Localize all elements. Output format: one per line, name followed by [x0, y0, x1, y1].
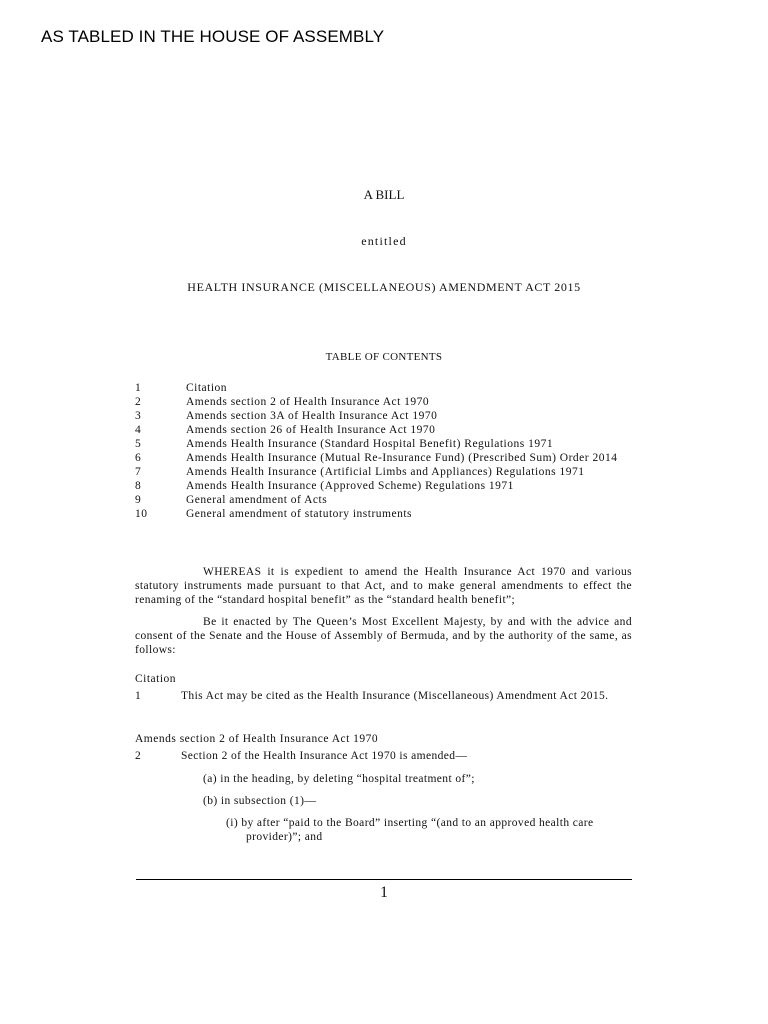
toc-item-number: 9	[135, 494, 142, 506]
toc-item-text: Amends section 26 of Health Insurance Act 1970	[186, 424, 436, 436]
paragraph-a: (a) in the heading, by deleting “hospital treatment of”;	[203, 773, 475, 785]
section-heading-amends-2: Amends section 2 of Health Insurance Act 1970	[135, 733, 379, 745]
toc-item[interactable]	[135, 381, 635, 395]
subparagraph-i	[226, 816, 632, 844]
bill-heading: A BILL	[363, 187, 405, 202]
whereas-paragraph: WHEREAS it is expedient to amend the Health Insurance Act 1970 and various statutory instruments made pursuant to that Act, and to make general amendments to effect the renaming of the “standard hospital benefit” as the “standard health benefit”;	[135, 566, 632, 606]
toc-item-number: 2	[135, 396, 142, 408]
toc-item-text: General amendment of statutory instruments	[186, 508, 413, 520]
toc-item-number: 1	[135, 382, 142, 394]
toc-item-text: Amends Health Insurance (Approved Scheme) Regulations 1971	[186, 480, 514, 492]
section-number: 1	[135, 690, 142, 702]
toc-item[interactable]	[135, 437, 635, 451]
toc-item-number: 6	[135, 452, 142, 464]
section-text: This Act may be cited as the Health Insurance (Miscellaneous) Amendment Act 2015.	[181, 690, 609, 702]
toc-item-number: 5	[135, 438, 142, 450]
enacting-paragraph: Be it enacted by The Queen’s Most Excellent Majesty, by and with the advice and consent of the Senate and the House of Assembly of Bermuda, and by the authority of the same, as follows:	[135, 616, 632, 656]
toc-item-text: Amends Health Insurance (Mutual Re-Insurance Fund) (Prescribed Sum) Order 2014	[186, 452, 618, 464]
section-1	[135, 689, 632, 703]
entitled-label: entitled	[361, 234, 407, 248]
section-number: 2	[135, 750, 142, 762]
toc-item-text: Amends Health Insurance (Standard Hospital Benefit) Regulations 1971	[186, 438, 554, 450]
toc-item[interactable]	[135, 465, 635, 479]
footer-rule	[136, 879, 632, 880]
toc-item[interactable]	[135, 451, 635, 465]
section-heading-citation: Citation	[135, 673, 177, 685]
toc-item[interactable]	[135, 423, 635, 437]
toc-item[interactable]	[135, 479, 635, 493]
section-2	[135, 749, 632, 763]
toc-item[interactable]	[135, 507, 635, 521]
toc-item[interactable]	[135, 493, 635, 507]
tabled-banner: AS TABLED IN THE HOUSE OF ASSEMBLY	[41, 27, 385, 46]
toc-item-text: Amends section 2 of Health Insurance Act 1970	[186, 396, 430, 408]
toc-item-text: Amends section 3A of Health Insurance Act 1970	[186, 410, 438, 422]
toc-item-text: General amendment of Acts	[186, 494, 328, 506]
toc-item-number: 7	[135, 466, 142, 478]
page-number: 1	[380, 884, 388, 901]
toc-heading: TABLE OF CONTENTS	[325, 351, 443, 363]
table-of-contents	[135, 381, 635, 521]
subparagraph-i-line: (i) by after “paid to the Board” inserting “(and to an approved health care	[226, 817, 594, 829]
toc-item[interactable]	[135, 395, 635, 409]
act-title: HEALTH INSURANCE (MISCELLANEOUS) AMENDMENT ACT 2015	[187, 280, 581, 294]
toc-item-number: 8	[135, 480, 142, 492]
toc-item-text: Citation	[186, 382, 228, 394]
paragraph-b: (b) in subsection (1)—	[203, 795, 317, 807]
toc-item-number: 3	[135, 410, 142, 422]
section-text: Section 2 of the Health Insurance Act 1970 is amended—	[181, 750, 468, 762]
toc-item-text: Amends Health Insurance (Artificial Limbs and Appliances) Regulations 1971	[186, 466, 585, 478]
subparagraph-i-line: provider)”; and	[246, 831, 323, 843]
toc-item-number: 10	[135, 508, 148, 520]
toc-item[interactable]	[135, 409, 635, 423]
toc-item-number: 4	[135, 424, 142, 436]
